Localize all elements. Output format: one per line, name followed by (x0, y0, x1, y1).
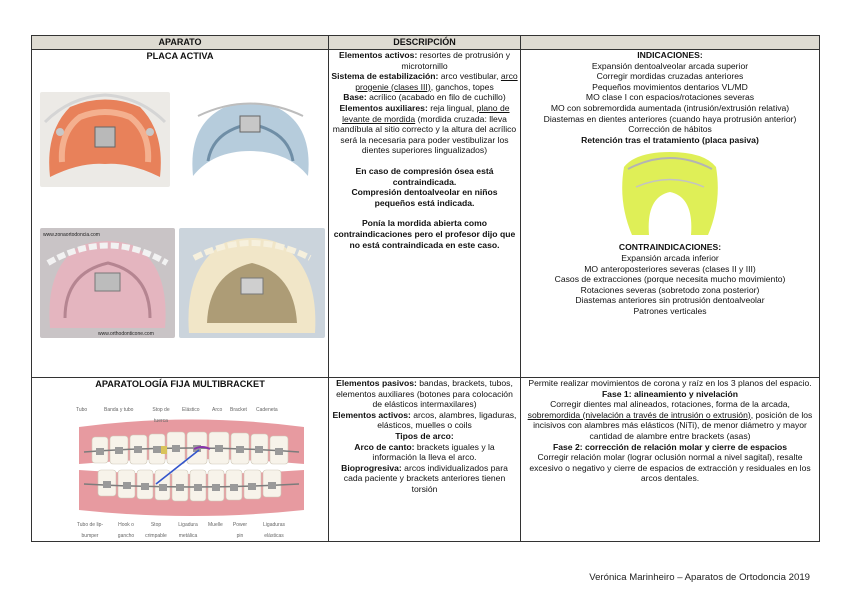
contraindicacion-item: MO anteroposteriores severas (clases II y III) (584, 263, 756, 274)
indicacion-item: Expansión dentoalveolar arcada superior (591, 60, 749, 71)
orange-plate-photo (40, 92, 170, 187)
contraindicacion-item: Patrones verticales (633, 305, 707, 316)
indicacion-item: Corregir mordidas cruzadas anteriores (596, 71, 744, 82)
label-banda-tubo: Banda y tubo (104, 407, 134, 413)
indicacion-item: MO con sobremordida aumentada (intrusión/extrusión relativa) (550, 102, 790, 113)
header-blank (521, 36, 820, 50)
multibracket-diagram (74, 402, 309, 537)
fase1-title: Fase 1: alineamiento y nivelación (601, 388, 739, 399)
label-stop-tuerca: Stop de tuerca (152, 407, 170, 424)
label-elastico: Elástico (182, 407, 200, 413)
contraindicaciones-title: CONTRAINDICACIONES: (618, 242, 722, 253)
activos-label: Elementos activos: (339, 50, 418, 60)
label-tubo: Tubo (76, 407, 88, 413)
fase1-text2: , posición de los incisivos con alambres más elásticos (NiTi), de menor diámetro y mayor cantidad de alambre entre brackets (asas) (533, 409, 813, 441)
contraindicaciones-list (523, 253, 817, 317)
tipos-arco-label: Tipos de arco: (395, 430, 454, 441)
estab-label: Sistema de estabilización: (331, 71, 439, 82)
indicaciones-cell (521, 50, 820, 378)
estab-text2: , ganchos, topes (430, 81, 494, 92)
base-label: Base: (343, 92, 367, 103)
arco-canto-text: brackets iguales y la información la lleva el arco. (372, 441, 495, 463)
contraindicacion-item: Rotaciones severas (sobretodo zona posterior) (580, 284, 760, 295)
compresion-dentoalveolar-note: Compresión dentoalveolar en niños pequeños está indicada. (351, 187, 498, 208)
multibracket-cell (32, 378, 329, 542)
blue-plate-photo (178, 96, 323, 186)
header-aparato: APARATO (32, 36, 329, 50)
label-hook: Hook o gancho (117, 522, 135, 539)
label-stop-crimpable: Stop crimpable (145, 522, 167, 539)
header-descripcion: DESCRIPCIÓN (329, 36, 521, 50)
multibracket-intro: Permite realizar movimientos de corona y raíz en los 3 planos del espacio. (528, 378, 812, 388)
label-ligadura-metalica: Ligadura metálica (178, 522, 198, 539)
pasivos-text: bandas, brackets, tubos, elementos auxiliares (botones para colocación de elásticos intermaxilares) (336, 378, 513, 410)
bioprogresiva-label: Bioprogresiva: (341, 462, 402, 473)
base-text: acrílico (acabado en filo de cuchillo) (366, 92, 506, 103)
pink-plate-photo (40, 228, 175, 338)
aux-text1: reja lingual, (427, 102, 477, 113)
label-cadeneta: Cadeneta (256, 407, 278, 413)
label-arco: Arco (212, 407, 223, 413)
label-tubo-lip-bumper: Tubo de lip-bumper (76, 522, 104, 539)
watermark-orthodonticone: www.orthodonticone.com (98, 331, 154, 337)
aux-underline: plano de levante de mordida (342, 102, 510, 124)
label-ligaduras-elasticas: Ligaduras elásticas (263, 522, 285, 539)
indicaciones-list (523, 61, 817, 135)
mordida-abierta-note: Ponía la mordida abierta como contraindicaciones pero el profesor dijo que no está contraindicada en este caso. (333, 218, 516, 250)
retainer-photo (616, 147, 724, 242)
aux-label: Elementos auxiliares: (339, 102, 428, 113)
indicacion-item: Corrección de hábitos (628, 124, 712, 135)
fase1-text1: Corregir dientes mal alineados, rotaciones, forma de la arcada, (550, 399, 790, 410)
multibracket-info (521, 378, 820, 542)
placa-activa-description (329, 50, 521, 378)
contraindicacion-item: Casos de extracciones (porque necesita mucho movimiento) (554, 274, 786, 285)
contraindicacion-item: Diastemas anteriores sin protrusión dentoalveolar (575, 295, 765, 306)
aux-text2: (mordida cruzada: lleva mandíbula al sitio correcto y la altura del acrílico será la necesaria para poder vestibulizar los dientes superiores lingualizados) (332, 113, 517, 156)
retencion-title: Retención tras el tratamiento (placa pasiva) (581, 134, 759, 145)
multibracket-title: APARATOLOGÍA FIJA MULTIBRACKET (95, 379, 265, 389)
arco-canto-label: Arco de canto: (354, 441, 415, 452)
indicaciones-title: INDICACIONES: (637, 50, 703, 60)
label-bracket: Bracket (230, 407, 247, 413)
label-power-pin: Power pin (232, 522, 248, 539)
placa-activa-cell (32, 50, 329, 378)
estab-text1: arco vestibular, (438, 71, 501, 82)
page-footer: Verónica Marinheiro – Aparatos de Ortodoncia 2019 (589, 572, 810, 583)
fase1-underline: sobremordida (nivelación a través de intrusión o extrusión) (527, 409, 751, 420)
bioprogresiva-text: arcos individualizados para cada paciente y brackets anteriores tienen torsión (343, 462, 508, 494)
fase2-text: Corregir relación molar (lograr oclusión normal a nivel sagital), resalte excesivo o negativo y cierre de espacios de extracción y residuales en los arcos dentales. (529, 452, 811, 484)
indicacion-item: Pequeños movimientos dentarios VL/MD (592, 81, 748, 92)
multibracket-description (329, 378, 521, 542)
placa-activa-title: PLACA ACTIVA (146, 51, 214, 61)
activos-text: resortes de protrusión y microtornillo (401, 50, 510, 71)
fijos-activos-text: arcos, alambres, ligaduras, elásticos, muelles o coils (377, 409, 517, 431)
contraindicacion-item: Expansión arcada inferior (621, 252, 719, 263)
watermark-zonaortodoncia: www.zonaortodoncia.com (43, 232, 100, 238)
indicacion-item: MO clase I con espacios/rotaciones severas (585, 92, 755, 103)
apparatus-table (31, 35, 820, 542)
label-muelle: Muelle (208, 522, 223, 528)
fase2-title: Fase 2: corrección de relación molar y cierre de espacios (552, 441, 788, 452)
fijos-activos-label: Elementos activos: (332, 409, 411, 420)
estab-underline: arco progenie (clases III) (355, 71, 518, 92)
indicacion-item: Diastemas en dientes anteriores (cuando haya protrusión anterior) (543, 113, 797, 124)
model-plate-photo (179, 228, 325, 338)
pasivos-label: Elementos pasivos: (336, 378, 417, 388)
compresion-osea-note: En caso de compresión ósea está contraindicada. (355, 165, 494, 187)
